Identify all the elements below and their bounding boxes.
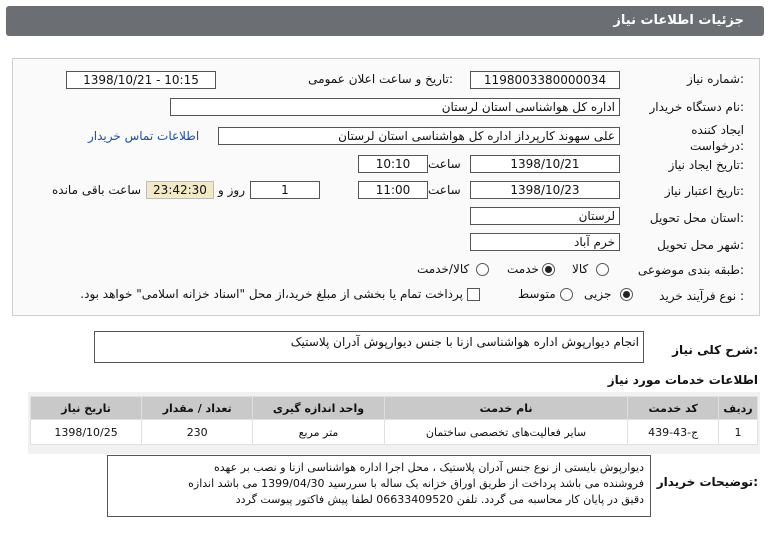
col-service-name: نام خدمت [384, 397, 628, 420]
process-radio-minor[interactable] [620, 288, 633, 301]
validity-time-label: ساعت [428, 183, 461, 197]
table-row [31, 420, 758, 445]
days-label: روز و [218, 183, 245, 197]
process-option-medium: متوسط [518, 287, 556, 301]
services-table [30, 396, 758, 445]
buyer-org-field[interactable]: اداره کل هواشناسی استان لرستان [170, 98, 620, 116]
process-option-minor: جزیی [584, 287, 612, 301]
validity-date-label: تاریخ اعتبار نیاز: [664, 184, 744, 198]
buyer-notes-label: توضیحات خریدار: [656, 475, 758, 489]
page-title: جزئیات اطلاعات نیاز [613, 13, 744, 28]
category-option-service: خدمت [507, 262, 539, 276]
category-radio-goods[interactable] [596, 263, 609, 276]
need-time-label: ساعت [428, 157, 461, 171]
col-quantity: تعداد / مقدار [142, 397, 253, 420]
cell-service-name: سایر فعالیت‌های تخصصی ساختمان [384, 420, 628, 445]
need-date-label: تاریخ ایجاد نیاز: [668, 158, 744, 172]
treasury-checkbox[interactable] [467, 288, 480, 301]
remaining-time-label: ساعت باقی مانده [52, 183, 142, 197]
col-need-date: تاریخ نیاز [31, 397, 142, 420]
requester-field[interactable]: علی سهوند کارپرداز اداره کل هواشناسی استان لرستان [218, 127, 620, 145]
remaining-time-field: 23:42:30 [146, 181, 214, 199]
need-number-field[interactable]: 1198003380000034 [470, 71, 620, 89]
col-unit: واحد اندازه گیری [253, 397, 384, 420]
province-field[interactable]: لرستان [470, 207, 620, 225]
validity-time-field[interactable]: 11:00 [358, 181, 428, 199]
category-option-goods: کالا [572, 262, 589, 276]
cell-unit: متر مربع [253, 420, 384, 445]
page-header [6, 6, 764, 36]
cell-quantity: 230 [142, 420, 253, 445]
remaining-days-field[interactable]: 1 [250, 181, 320, 199]
cell-need-date: 1398/10/25 [31, 420, 142, 445]
description-label: شرح کلی نیاز: [672, 343, 758, 357]
buyer-notes-line: دیوارپوش بایستی از نوع جنس آدران پلاستیک ، محل اجرا اداره هواشناسی ازنا و نصب بر عهده [214, 461, 644, 474]
city-field[interactable]: خرم آباد [470, 233, 620, 251]
buyer-org-label: نام دستگاه خریدار: [649, 100, 744, 114]
category-option-goods-service: کالا/خدمت [417, 262, 470, 276]
services-header-row [31, 397, 758, 420]
process-radio-medium[interactable] [560, 288, 573, 301]
buyer-notes-line: فروشنده می باشد پرداخت از طریق اوراق خزانه یک ساله با سررسید 1399/04/30 می باشد اندازه [188, 477, 644, 490]
services-title: اطلاعات خدمات مورد نیاز [607, 373, 758, 387]
buyer-notes-box[interactable] [107, 455, 651, 517]
validity-date-field[interactable]: 1398/10/23 [470, 181, 620, 199]
treasury-note: پرداخت تمام یا بخشی از مبلغ خرید،از محل "اسناد خزانه اسلامی" خواهد بود. [80, 287, 463, 301]
cell-row: 1 [719, 420, 758, 445]
province-label: استان محل تحویل: [649, 211, 744, 225]
col-row: ردیف [719, 397, 758, 420]
description-box[interactable]: انجام دیوارپوش اداره هواشناسی ازنا با جنس دیوارپوش آدران پلاستیک [94, 331, 644, 363]
requester-label-1: ایجاد کننده [691, 123, 744, 137]
category-radio-goods-service[interactable] [476, 263, 489, 276]
requester-label-2: درخواست: [690, 139, 744, 153]
col-service-code: کد خدمت [628, 397, 719, 420]
category-radio-service[interactable] [542, 263, 555, 276]
process-label: نوع فرآیند خرید : [659, 289, 744, 303]
services-table-wrapper [28, 392, 760, 454]
need-number-label: شماره نیاز: [686, 72, 744, 86]
need-time-field[interactable]: 10:10 [358, 155, 428, 173]
announce-datetime-label: تاریخ و ساعت اعلان عمومی: [308, 72, 453, 86]
cell-service-code: ج-43-439 [628, 420, 719, 445]
need-date-field[interactable]: 1398/10/21 [470, 155, 620, 173]
announce-datetime-field[interactable]: 1398/10/21 - 10:15 [66, 71, 216, 89]
buyer-contact-link[interactable]: اطلاعات تماس خریدار [88, 129, 200, 143]
city-label: شهر محل تحویل: [657, 238, 744, 252]
buyer-notes-line: دقیق در پایان کار محاسبه می گردد. تلفن 06633409520 لطفا پیش فاکتور پیوست گردد [235, 493, 644, 506]
category-label: طبقه بندی موضوعی: [637, 263, 744, 277]
